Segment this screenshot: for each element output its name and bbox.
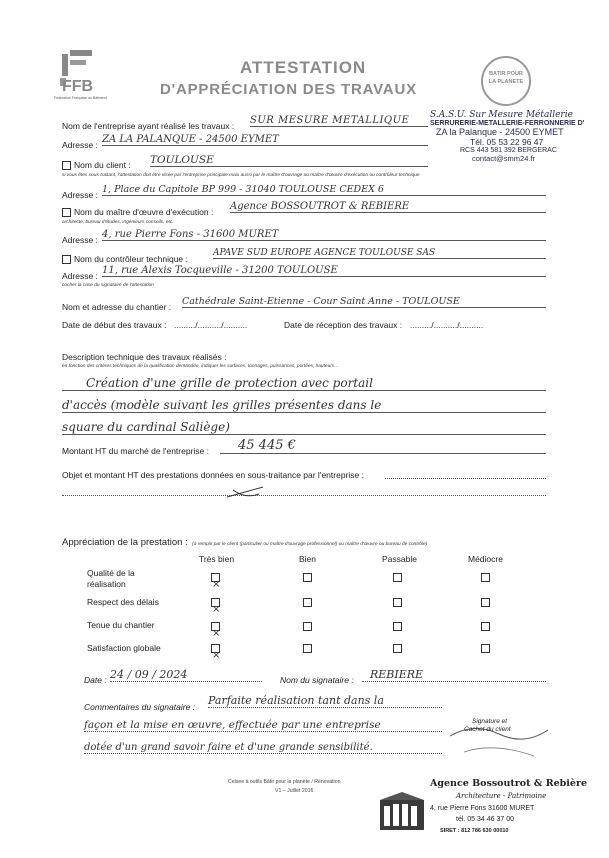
agency-sub: Architecture - Patrimoine xyxy=(456,792,547,800)
row-satisfaction-label: Satisfaction globale xyxy=(87,643,161,653)
entreprise-label: Nom de l'entreprise ayant réalisé les travaux : xyxy=(62,121,235,131)
appreciation-title-row xyxy=(62,532,427,550)
tick-icon: × xyxy=(212,628,221,639)
chantier-label: Nom et adresse du chantier : xyxy=(62,302,172,312)
client-stamp-area xyxy=(444,712,554,767)
col-passable: Passable xyxy=(382,554,417,564)
adresse-ct-value: 11, rue Alexis Tocqueville - 31200 TOULOUSE xyxy=(102,265,546,277)
adresse-client-value: 1, Place du Capitole BP 999 - 31040 TOULOUSE CEDEX 6 xyxy=(102,184,546,196)
footer-line2: V1 – Juillet 2016 xyxy=(275,788,314,794)
montant-value: 45 445 € xyxy=(220,438,546,454)
satisfaction-bien-checkbox[interactable] xyxy=(303,644,312,653)
commentaires-label: Commentaires du signataire : xyxy=(84,702,196,712)
tick-icon: × xyxy=(212,650,221,661)
col-mediocre: Médiocre xyxy=(468,554,503,564)
adresse-client-label: Adresse : xyxy=(62,190,98,200)
stamp-line6: contact@smm24.fr xyxy=(472,154,536,163)
col-bien: Bien xyxy=(299,554,317,564)
satisfaction-tres-bien-checkbox[interactable] xyxy=(211,644,221,661)
ct-checkbox[interactable] xyxy=(62,255,71,264)
ct-note: cocher la case du signataire de l'attestation xyxy=(62,283,154,288)
qualite-mediocre-checkbox[interactable] xyxy=(481,573,490,582)
moe-row xyxy=(62,207,213,217)
row-qualite-label2: réalisation xyxy=(87,579,126,589)
comment-line3: dotée d'un grand savoir faire et d'une grande sensibilité. xyxy=(84,742,442,754)
debut-value: ........./........../.......... xyxy=(174,320,248,330)
tick-icon: × xyxy=(212,579,221,590)
stamp-line1: S.A.S.U. Sur Mesure Métallerie xyxy=(430,110,573,120)
adresse-moe-label: Adresse : xyxy=(62,235,98,245)
comment-line2: façon et la mise en œuvre, effectuée par une entreprise xyxy=(84,719,442,732)
row-qualite-label1: Qualité de la xyxy=(87,568,135,578)
title-line1: ATTESTATION xyxy=(240,58,367,77)
adresse-moe-value: 4, rue Pierre Fons - 31600 MURET xyxy=(102,229,546,241)
client-label: Nom du client : xyxy=(74,160,131,170)
col-tres-bien: Très bien xyxy=(199,554,235,564)
stamp-label-line1: Signature et xyxy=(472,718,508,725)
montant-label: Montant HT du marché de l'entreprise : xyxy=(62,446,209,456)
comment-line1: Parfaite réalisation tant dans la xyxy=(208,694,442,708)
qualite-bien-checkbox[interactable] xyxy=(303,573,312,582)
stamp-label-line2: Cachet du client xyxy=(464,726,511,733)
signataire-label: Nom du signataire : xyxy=(280,675,354,685)
stamp-line4: Tél. 05 53 22 96 47 xyxy=(470,137,544,147)
agency-tel: tél. 05 34 46 37 00 xyxy=(456,816,514,823)
qualite-passable-checkbox[interactable] xyxy=(393,573,402,582)
stamp-line5: RCS 443 581 392 BERGERAC xyxy=(460,147,557,154)
reception-value: ........./........../.......... xyxy=(410,320,484,330)
delais-mediocre-checkbox[interactable] xyxy=(481,598,490,607)
agency-name: Agence Bossoutrot & Rebière xyxy=(430,778,588,789)
sous-traitance-line1 xyxy=(385,478,546,479)
moe-value: Agence BOSSOUTROT & REBIERE xyxy=(230,201,546,213)
moe-checkbox[interactable] xyxy=(62,208,71,217)
agency-address: 4, rue Pierre Fons 31600 MURET xyxy=(430,805,535,812)
delais-bien-checkbox[interactable] xyxy=(303,598,312,607)
tenue-mediocre-checkbox[interactable] xyxy=(481,622,490,631)
sous-traitance-label: Objet et montant HT des prestations données en sous-traitance par l'entreprise : xyxy=(62,470,364,480)
description-note: en fonction des critères techniques de la qualification demandée, indiquer les surfaces, tonnages, puissances, portées, hauteurs... xyxy=(62,364,339,369)
ffb-logo-text: FFB xyxy=(62,78,94,95)
tenue-passable-checkbox[interactable] xyxy=(393,622,402,631)
tick-icon: × xyxy=(212,604,221,615)
entreprise-value: SUR MESURE METALLIQUE xyxy=(250,115,428,127)
delais-tres-bien-checkbox[interactable] xyxy=(211,598,221,615)
ct-value: APAVE SUD EUROPE AGENCE TOULOUSE SAS xyxy=(213,248,546,259)
ct-label: Nom du contrôleur technique : xyxy=(74,254,188,264)
client-value: TOULOUSE xyxy=(150,154,428,167)
qualite-tres-bien-checkbox[interactable] xyxy=(211,573,221,590)
adresse-ct-label: Adresse : xyxy=(62,271,98,281)
delais-passable-checkbox[interactable] xyxy=(393,598,402,607)
batir-planete-badge xyxy=(481,56,531,106)
agency-stamp xyxy=(370,776,588,838)
moe-label: Nom du maître d'œuvre d'exécution : xyxy=(74,207,214,217)
description-line3: square du cardinal Saliège) xyxy=(62,420,546,435)
agency-siret: SIRET : 812 786 630 00010 xyxy=(440,828,509,834)
badge-text: BATIR POUR LA PLANETE xyxy=(488,71,524,85)
date-value: 24 / 09 / 2024 xyxy=(110,668,262,682)
signataire-value: REBIERE xyxy=(362,668,546,682)
reception-label: Date de réception des travaux : xyxy=(284,320,403,330)
row-delais-label: Respect des délais xyxy=(87,597,159,607)
company-stamp xyxy=(430,110,600,163)
adresse-entreprise-label: Adresse : xyxy=(62,140,98,150)
date-label: Date : xyxy=(84,675,107,685)
ffb-logo-subtext: Fédération Française du Bâtiment xyxy=(54,96,107,100)
row-tenue-label: Tenue du chantier xyxy=(87,620,155,630)
description-label: Description technique des travaux réalisés : xyxy=(62,352,227,362)
ct-row xyxy=(62,254,188,264)
description-line2: d'accès (modèle suivant les grilles présentes dans le xyxy=(62,398,546,413)
chantier-value: Cathédrale Saint-Etienne - Cour Saint Anne - TOULOUSE xyxy=(182,296,546,308)
stamp-line2: SERRURERIE-METALLERIE-FERRONNERIE D' xyxy=(430,120,585,127)
client-checkbox[interactable] xyxy=(62,161,71,170)
satisfaction-passable-checkbox[interactable] xyxy=(393,644,402,653)
sous-traitance-line2 xyxy=(62,495,546,496)
tenue-bien-checkbox[interactable] xyxy=(303,622,312,631)
moe-note: architecte, bureau d'études, ingénieurs conseils, etc. xyxy=(62,220,174,225)
description-line1: Création d'une grille de protection avec portail xyxy=(62,376,546,391)
client-row xyxy=(62,160,131,170)
ffb-logo xyxy=(52,46,110,104)
debut-label: Date de début des travaux : xyxy=(62,320,167,330)
stamp-line3: ZA la Palanque - 24500 EYMET xyxy=(436,127,564,137)
satisfaction-mediocre-checkbox[interactable] xyxy=(481,644,490,653)
cathedral-logo xyxy=(378,790,426,832)
appreciation-note: (à remplir par le client (particulier ou maître d'ouvrage professionnel) ou maître d'œuvre ou bureau de contrôle) xyxy=(192,542,428,547)
tenue-tres-bien-checkbox[interactable] xyxy=(211,622,221,639)
client-note: si vous êtes sous-traitant, l'attestation doit être visée par l'entreprise principale mais aussi par le maître d'ouvrage ou maître d'œuvre d'exécution ou contrôleur technique xyxy=(62,173,420,178)
appreciation-title: Appréciation de la prestation : xyxy=(62,537,188,548)
adresse-entreprise-value: ZA LA PALANQUE - 24500 EYMET xyxy=(102,134,428,146)
sous-traitance-crossout xyxy=(225,485,265,499)
footer-line1: Celsee à outils Bâtir pour la planète / Rénovation xyxy=(228,779,341,785)
title-line2: D'APPRÉCIATION DES TRAVAUX xyxy=(160,81,417,98)
